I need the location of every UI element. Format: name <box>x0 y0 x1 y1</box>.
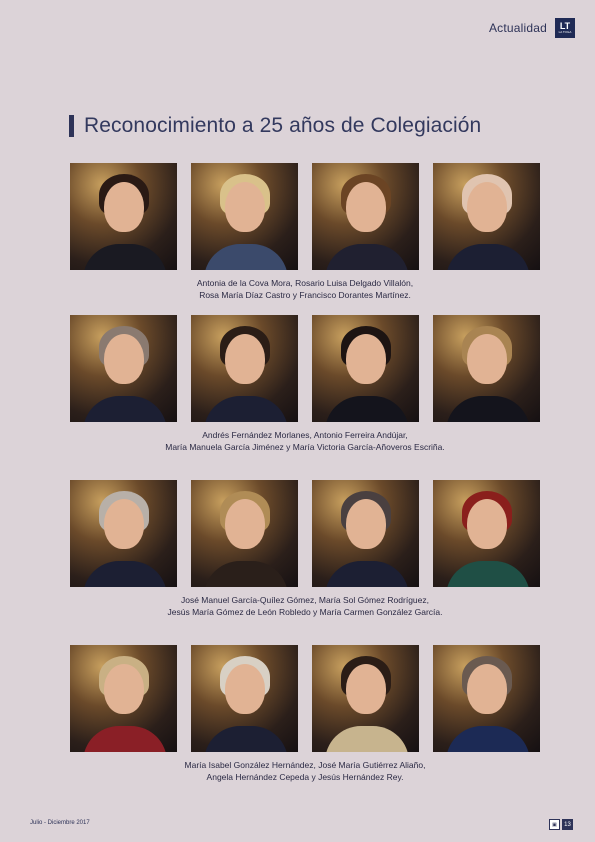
caption-line: Andrés Fernández Morlanes, Antonio Ferreira Andújar, <box>202 430 408 440</box>
la-toga-logo: LT LA TOGA <box>555 18 575 38</box>
portrait-body <box>325 561 409 587</box>
caption-line: Rosa María Díaz Castro y Francisco Dorantes Martínez. <box>199 290 411 300</box>
portrait-face <box>104 334 144 384</box>
portrait-body <box>204 726 288 752</box>
portrait-photo <box>70 480 177 587</box>
photo-group-2 <box>70 315 540 453</box>
title-block <box>69 114 481 138</box>
portrait-body <box>204 396 288 422</box>
portrait-photo <box>191 163 298 270</box>
portrait-photo <box>70 645 177 752</box>
photo-row <box>70 480 540 587</box>
section-header <box>489 18 575 38</box>
portrait-face <box>467 182 507 232</box>
portrait-face <box>225 499 265 549</box>
caption-line: Jesús María Gómez de León Robledo y María Carmen González García. <box>167 607 443 617</box>
photo-caption <box>70 594 540 618</box>
portrait-face <box>104 182 144 232</box>
portrait-photo <box>312 163 419 270</box>
portrait-photo <box>312 645 419 752</box>
photo-caption <box>70 429 540 453</box>
portrait-body <box>325 396 409 422</box>
portrait-photo <box>70 163 177 270</box>
photo-row <box>70 315 540 422</box>
portrait-photo <box>191 645 298 752</box>
page-number: 13 <box>562 819 573 830</box>
portrait-body <box>204 244 288 270</box>
portrait-body <box>446 561 530 587</box>
photo-row <box>70 163 540 270</box>
portrait-body <box>83 244 167 270</box>
portrait-face <box>346 664 386 714</box>
portrait-body <box>325 726 409 752</box>
portrait-body <box>446 396 530 422</box>
portrait-body <box>83 726 167 752</box>
portrait-face <box>225 182 265 232</box>
photo-group-1 <box>70 163 540 301</box>
portrait-face <box>225 664 265 714</box>
page-title: Reconocimiento a 25 años de Colegiación <box>84 114 482 137</box>
portrait-body <box>204 561 288 587</box>
portrait-photo <box>433 480 540 587</box>
portrait-face <box>346 499 386 549</box>
portrait-photo <box>433 315 540 422</box>
footer-logo-icon: ▣ <box>549 819 560 830</box>
portrait-body <box>83 396 167 422</box>
portrait-face <box>104 499 144 549</box>
caption-line: Antonia de la Cova Mora, Rosario Luisa Delgado Villalón, <box>196 278 414 288</box>
portrait-photo <box>191 480 298 587</box>
photo-caption <box>70 277 540 301</box>
portrait-body <box>446 726 530 752</box>
portrait-photo <box>433 645 540 752</box>
portrait-photo <box>312 315 419 422</box>
portrait-face <box>346 182 386 232</box>
portrait-photo <box>312 480 419 587</box>
footer-page <box>549 819 573 830</box>
portrait-face <box>467 334 507 384</box>
section-label: Actualidad <box>488 21 547 35</box>
footer-date: Julio - Diciembre 2017 <box>30 820 90 826</box>
caption-line: José Manuel García-Quílez Gómez, María Sol Gómez Rodríguez, <box>180 595 429 605</box>
portrait-photo <box>70 315 177 422</box>
portrait-face <box>346 334 386 384</box>
portrait-face <box>104 664 144 714</box>
portrait-body <box>446 244 530 270</box>
portrait-face <box>225 334 265 384</box>
portrait-face <box>467 499 507 549</box>
portrait-body <box>83 561 167 587</box>
title-accent-bar <box>69 115 74 137</box>
caption-line: Angela Hernández Cepeda y Jesús Hernández Rey. <box>206 772 404 782</box>
portrait-photo <box>433 163 540 270</box>
caption-line: María Manuela García Jiménez y María Victoria García-Añoveros Escriña. <box>165 442 445 452</box>
caption-line: María Isabel González Hernández, José María Gutiérrez Aliaño, <box>184 760 426 770</box>
photo-caption <box>70 759 540 783</box>
portrait-photo <box>191 315 298 422</box>
photo-row <box>70 645 540 752</box>
portrait-face <box>467 664 507 714</box>
photo-group-4 <box>70 645 540 783</box>
portrait-body <box>325 244 409 270</box>
photo-group-3 <box>70 480 540 618</box>
